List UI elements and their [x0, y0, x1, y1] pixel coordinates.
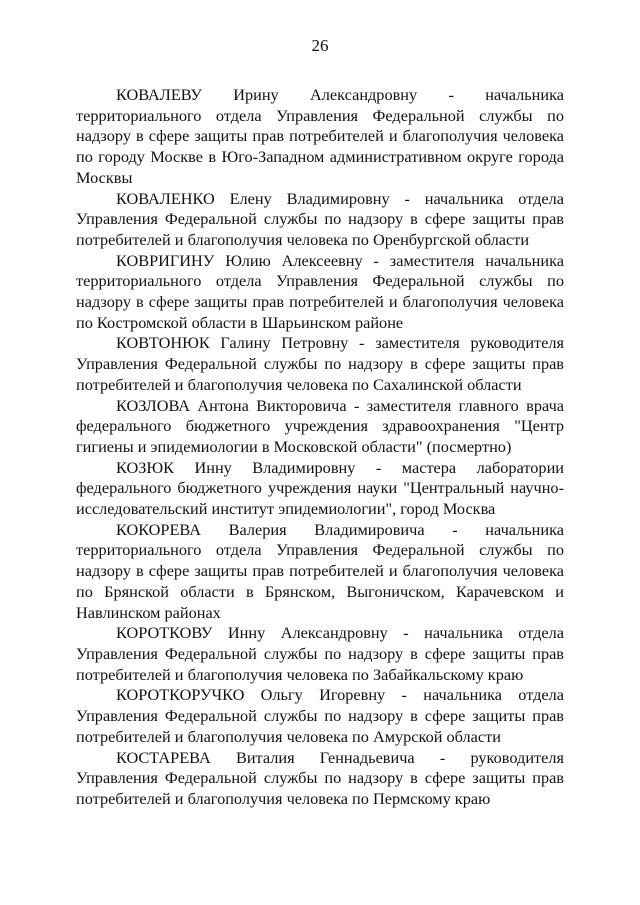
award-entry-korotkoruchko: КОРОТКОРУЧКО Ольгу Игоревну - начальника отдела Управления Федеральной службы по надзору в сфере защиты прав потребителей и благополучия человека по Амурской области: [76, 685, 564, 746]
award-entry-kovrigina: КОВРИГИНУ Юлию Алексеевну - заместителя начальника территориального отдела Управления Федеральной службы по надзору в сфере защиты прав потребителей и благополучия человека по Костромской области в Шарьинском районе: [76, 250, 564, 332]
award-entry-kozyuk: КОЗЮК Инну Владимировну - мастера лаборатории федерального бюджетного учреждения науки "Центральный научно-исследовательский институт эпидемиологии", город Москва: [76, 457, 564, 519]
award-entry-kovalenko: КОВАЛЕНКО Елену Владимировну - начальника отдела Управления Федеральной службы по надзору в сфере защиты прав потребителей и благополучия человека по Оренбургской области: [76, 188, 564, 249]
award-entry-kovaleva: КОВАЛЕВУ Ирину Александровну - начальника территориального отдела Управления Федеральной службы по надзору в сфере защиты прав потребителей и благополучия человека по городу Москве в Юго-Западном административном округе города Москвы: [76, 85, 564, 187]
award-entry-kokorev: КОКОРЕВА Валерия Владимировича - начальника территориального отдела Управления Федеральной службы по надзору в сфере защиты прав потребителей и благополучия человека по Брянской области в Брянском, Выгоничском, Карачевском и Навлинском районах: [76, 519, 564, 622]
award-list: [76, 85, 564, 810]
page-number: 26: [311, 36, 329, 55]
award-entry-korotkova: КОРОТКОВУ Инну Александровну - начальника отдела Управления Федеральной службы по надзору в сфере защиты прав потребителей и благополучия человека по Забайкальскому краю: [76, 623, 564, 684]
award-entry-kozlov: КОЗЛОВА Антона Викторовича - заместителя главного врача федерального бюджетного учреждения здравоохранения "Центр гигиены и эпидемиологии в Московской области" (посмертно): [76, 395, 564, 456]
award-entry-kostarev: КОСТАРЕВА Виталия Геннадьевича - руководителя Управления Федеральной службы по надзору в сфере защиты прав потребителей и благополучия человека по Пермскому краю: [76, 747, 564, 808]
award-entry-kovtonyuk: КОВТОНЮК Галину Петровну - заместителя руководителя Управления Федеральной службы по надзору в сфере защиты прав потребителей и благополучия человека по Сахалинской области: [76, 333, 564, 394]
